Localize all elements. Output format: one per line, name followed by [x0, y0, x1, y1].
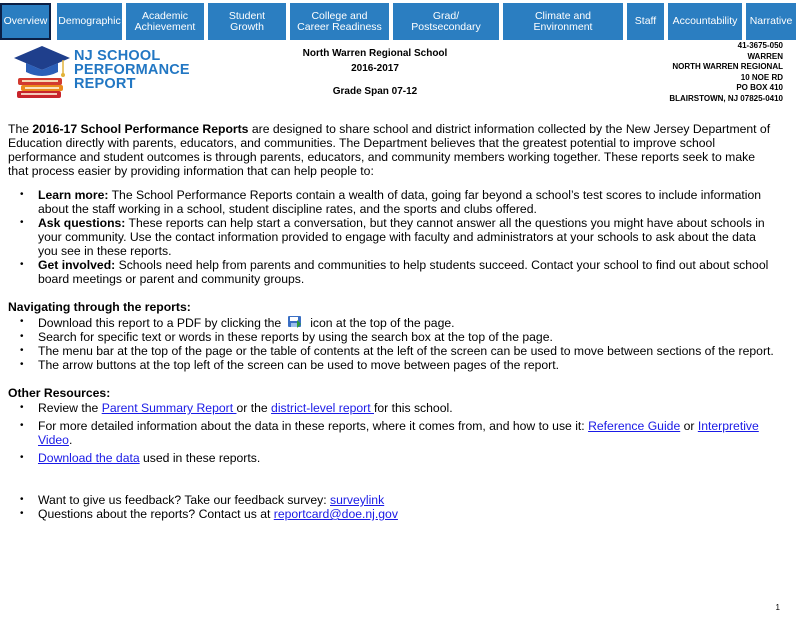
- parent-summary-report-link[interactable]: Parent Summary Report: [101, 401, 237, 415]
- logo-line-1: NJ SCHOOL: [74, 48, 161, 64]
- resource-text: For more detailed information about the data in these reports, where it comes from, and how to use it:: [38, 419, 589, 433]
- county-name: WARREN: [747, 51, 783, 61]
- list-item: [8, 493, 778, 507]
- navigating-list: [8, 315, 778, 372]
- list-item: [8, 258, 778, 286]
- tab-college-career-readiness[interactable]: College and Career Readiness: [290, 3, 389, 40]
- nj-spr-logo: [12, 44, 190, 102]
- tab-academic-achievement[interactable]: Academic Achievement: [126, 3, 204, 40]
- intro-pre: The: [8, 122, 33, 136]
- logo-line-2: PERFORMANCE: [74, 62, 190, 78]
- tab-staff[interactable]: Staff: [627, 3, 664, 40]
- intro-post: are designed to share school and district information collected by the New Jersey Department of Education directly with parents, educators, and communities. The Department believes that the greatest potential to improve school performance and student outcomes is through parents, educators, and community members working together. These reports seek to make that process easier by providing information that can help people to:: [8, 122, 771, 178]
- bullet-heading: Learn more:: [38, 188, 109, 202]
- feedback-list: [8, 493, 778, 521]
- overview-content: [8, 122, 778, 521]
- pdf-instruction-pre: Download this report to a PDF by clicking the: [38, 316, 282, 330]
- graduation-cap-books-icon: [12, 44, 72, 102]
- list-item: [8, 451, 778, 465]
- bullet-text: The School Performance Reports contain a wealth of data, going far beyond a school’s test scores to include information about the staff working in a school, student discipline rates, and the sports and clubs offered.: [38, 188, 762, 216]
- reference-guide-link[interactable]: Reference Guide: [588, 419, 681, 433]
- city-state-zip: BLAIRSTOWN, NJ 07825-0410: [669, 93, 783, 103]
- purpose-list: [8, 188, 778, 286]
- list-item: • The menu bar at the top of the page or the table of contents at the left of the screen can be used to move between sections of the report.: [8, 344, 778, 358]
- list-item: [8, 507, 778, 521]
- download-pdf-icon[interactable]: [287, 315, 302, 328]
- list-item: • Search for specific text or words in these reports by using the search box at the top of the page.: [8, 330, 778, 344]
- tab-demographic[interactable]: Demographic: [57, 3, 122, 40]
- school-name: North Warren Regional School: [302, 48, 448, 59]
- tab-student-growth[interactable]: Student Growth: [208, 3, 286, 40]
- tab-grad-postsecondary[interactable]: Grad/ Postsecondary: [393, 3, 499, 40]
- survey-link[interactable]: surveylink: [330, 493, 385, 507]
- pdf-instruction-post: icon at the top of the page.: [310, 316, 455, 330]
- list-item: [8, 401, 778, 415]
- list-item: [8, 315, 778, 330]
- list-item: [8, 216, 778, 258]
- bullet-text: These reports can help start a conversation, but they cannot answer all the questions you might have about schools in your community. Use the contact information provided to engage with faculty and administrators at your schools to ask about the data you see in these reports.: [38, 216, 765, 258]
- district-level-report-link[interactable]: district-level report: [271, 401, 374, 415]
- interpretive-video-link[interactable]: Interpretive Video: [38, 419, 759, 447]
- feedback-text: Want to give us feedback? Take our feedback survey:: [38, 493, 330, 507]
- other-resources-title: Other Resources:: [8, 386, 111, 400]
- resource-text: for this school.: [374, 401, 453, 415]
- list-item: [8, 188, 778, 216]
- intro-paragraph: [8, 122, 778, 178]
- school-code: 41-3675-050: [737, 41, 783, 50]
- bullet-heading: Ask questions:: [38, 216, 126, 230]
- resource-text: used in these reports.: [139, 451, 261, 465]
- intro-bold: 2016-17 School Performance Reports: [32, 122, 249, 136]
- tab-overview[interactable]: Overview: [0, 3, 51, 40]
- po-box: PO BOX 410: [736, 83, 783, 93]
- download-data-link[interactable]: Download the data: [38, 451, 140, 465]
- resource-text: or: [680, 419, 698, 433]
- school-address-block: [669, 41, 783, 105]
- logo-line-3: REPORT: [74, 76, 136, 92]
- grade-span: Grade Span 07-12: [332, 86, 418, 97]
- tab-climate-environment[interactable]: Climate and Environment: [503, 3, 623, 40]
- navigating-title: Navigating through the reports:: [8, 300, 191, 314]
- contact-text: Questions about the reports? Contact us at: [38, 507, 274, 521]
- resource-text: .: [68, 433, 73, 447]
- resource-text: Review the: [38, 401, 102, 415]
- bullet-text: Schools need help from parents and communities to help students succeed. Contact your school to find out about school board meetings or parent and community groups.: [38, 258, 769, 286]
- resource-text: or the: [236, 401, 272, 415]
- contact-email-link[interactable]: reportcard@doe.nj.gov: [273, 507, 398, 521]
- resources-list: [8, 401, 778, 465]
- tab-narrative[interactable]: Narrative: [746, 3, 796, 40]
- page-number: 1: [775, 603, 780, 612]
- street-address: 10 NOE RD: [740, 72, 783, 82]
- school-year: 2016-2017: [351, 63, 399, 74]
- top-nav-bar: [0, 3, 800, 40]
- district-name: NORTH WARREN REGIONAL: [672, 62, 783, 72]
- list-item: [8, 419, 778, 447]
- tab-accountability[interactable]: Accountability: [668, 3, 742, 40]
- list-item: • The arrow buttons at the top left of the screen can be used to move between pages of the report.: [8, 358, 778, 372]
- bullet-heading: Get involved:: [38, 258, 116, 272]
